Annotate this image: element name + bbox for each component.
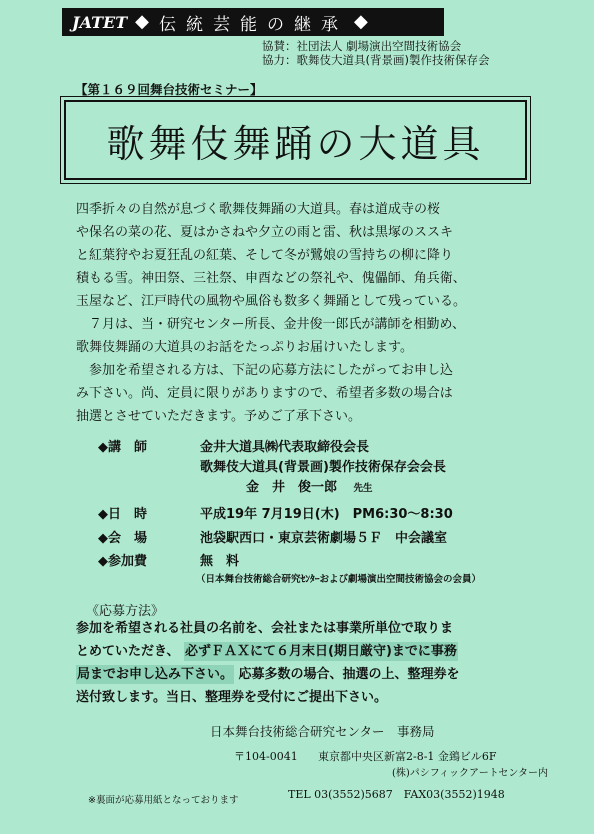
date-value: 平成19年 7月19日(木) PM6:30～8:30 <box>200 507 453 522</box>
intro-line: 四季折々の自然が息づく歌舞伎舞踊の大道具。春は道成寺の桜 <box>76 202 441 217</box>
fax-deadline-highlight: 必ずＦＡＸにて６月末日(期日厳守)までに事務 <box>185 644 457 659</box>
intro-line: や保名の菜の花、夏はかさねや夕立の雨と雷、秋は黒塚のススキ <box>76 225 454 240</box>
page-title: 歌舞伎舞踊の大道具 <box>106 121 485 166</box>
lecturer-name-text: 金 井 俊一郎 <box>246 480 338 495</box>
header-banner <box>62 8 444 36</box>
application-line <box>76 640 458 663</box>
lecturer-name <box>246 476 373 495</box>
cooperator-line: 協力：歌舞伎大道具(背景画)製作技術保存会 <box>262 53 490 67</box>
cosponsor-line: 協賛：社団法人 劇場演出空間技術協会 <box>262 39 462 53</box>
intro-line: 歌舞伎舞踊の大道具のお話をたっぷりお届けいたします。 <box>76 340 413 355</box>
intro-line: 参加を希望される方は、下記の応募方法にしたがってお申し込 <box>76 363 454 378</box>
office-address-2: (株)パシフィックアートセンター内 <box>392 768 549 779</box>
fee-label: ◆参加費 <box>98 554 147 569</box>
intro-line: み下さい。尚、定員に限りがありますので、希望者多数の場合は <box>76 386 453 401</box>
intro-line: 積もる雪。神田祭、三社祭、申酉などの祭礼や、傀儡師、角兵衛、 <box>76 271 466 286</box>
office-postal: 〒104-0041 <box>234 750 298 763</box>
fee-value: 無 料 <box>200 554 240 569</box>
office-phone: TEL 03(3552)5687 FAX03(3552)1948 <box>288 788 505 801</box>
date-label: ◆日 時 <box>98 507 147 522</box>
application-line: 参加を希望される社員の名前を、会社または事業所単位で取りま <box>76 621 454 636</box>
lecturer-label: ◆講 師 <box>98 440 147 455</box>
application-text: とめていただき、 <box>76 644 180 659</box>
office-address: 東京都中央区新富2-8-1 金鵄ビル6F <box>318 750 497 763</box>
intro-line: 玉屋など、江戸時代の風物や風俗も数多く舞踊として残っている。 <box>76 294 467 309</box>
lecturer-title-2: 歌舞伎大道具(背景画)製作技術保存会会長 <box>200 460 446 475</box>
jatet-logo: JATET <box>72 12 128 32</box>
lecturer-honorific: 先生 <box>353 483 373 494</box>
lecturer-title-1: 金井大道具㈱代表取締役会長 <box>200 440 370 455</box>
application-text: 応募多数の場合、抽選の上、整理券を <box>238 667 460 682</box>
diamond-icon: ◆ <box>353 11 368 32</box>
diamond-icon: ◆ <box>135 11 149 32</box>
application-line <box>76 663 460 686</box>
seminar-label: 【第１６９回舞台技術セミナー】 <box>75 82 263 97</box>
footnote: ※裏面が応募用紙となっております <box>88 795 239 806</box>
venue-value: 池袋駅西口・東京芸術劇場５Ｆ 中会議室 <box>200 531 448 546</box>
application-heading: 《応募方法》 <box>86 604 165 619</box>
title-box <box>64 100 527 180</box>
fee-note: （日本舞台技術総合研究ｾﾝﾀｰおよび劇場演出空間技術協会の会員） <box>196 574 482 585</box>
intro-line: ７月は、当・研究センター所長、金井俊一郎氏が講師を相勤め、 <box>76 317 465 332</box>
intro-line: 抽選とさせていただきます。予めご了承下さい。 <box>76 409 361 424</box>
application-line: 送付致します。当日、整理券を受付にご提出下さい。 <box>76 690 387 705</box>
venue-label: ◆会 場 <box>98 531 147 546</box>
intro-line: と紅葉狩やお夏狂乱の紅葉、そして冬が鷺娘の雪持ちの柳に降り <box>76 248 454 263</box>
banner-tagline: 伝統芸能の継承 <box>158 14 348 35</box>
office-name: 日本舞台技術総合研究センター 事務局 <box>210 724 435 739</box>
apply-highlight: 局までお申し込み下さい。 <box>77 667 234 682</box>
